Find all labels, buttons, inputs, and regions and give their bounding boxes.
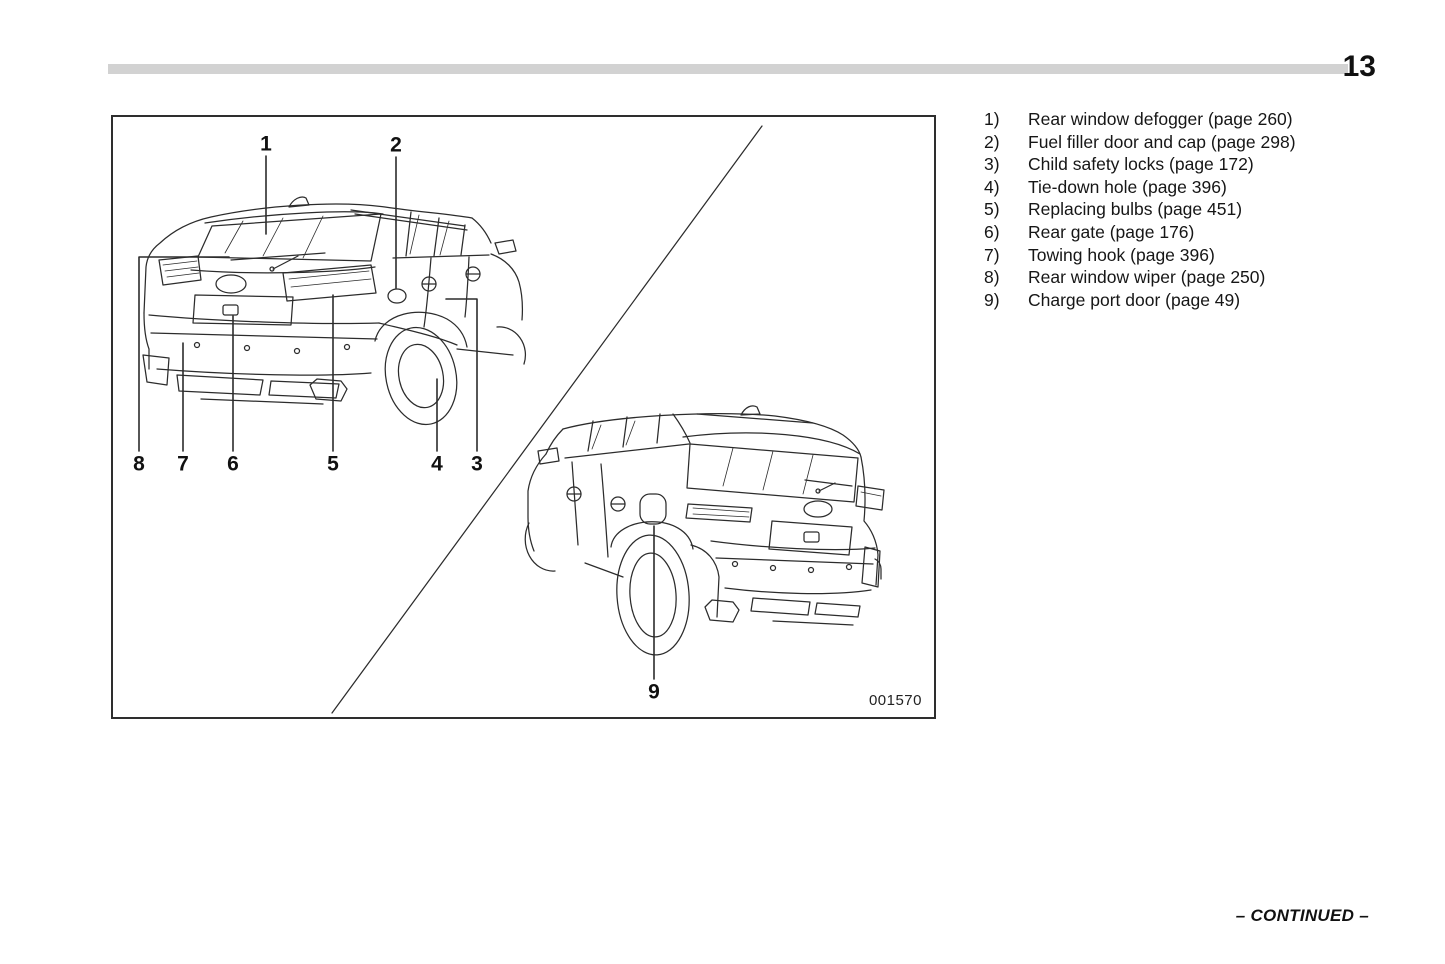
legend-item-text: Rear window defogger (page 260) [1028,109,1293,129]
legend-item-text: Rear gate (page 176) [1028,221,1195,242]
legend-item-text: Charge port door (page 49) [1028,289,1241,310]
legend-list [984,108,1404,311]
legend-item [984,198,1404,221]
legend-item-number: 8) [984,267,1000,288]
legend-item-number: 1) [984,109,1000,129]
vehicle-diagram [113,117,934,717]
callout-4: 4 [431,452,443,476]
callout-3: 3 [471,452,483,476]
legend-item-number: 7) [984,244,1000,265]
figure-id: 001570 [868,692,922,709]
legend-item-number: 9) [984,289,1000,310]
car-rear-left-drawing [143,197,525,431]
legend-item-text: Towing hook (page 396) [1028,244,1215,265]
legend-item-number: 6) [984,221,1000,242]
legend-item-text: Replacing bulbs (page 451) [1028,199,1243,220]
page-number: 13 [1342,50,1376,83]
header-rule [108,64,1348,74]
legend-item [984,176,1404,199]
legend-item-text: Tie-down hole (page 396) [1028,176,1227,197]
callout-5: 5 [327,452,339,476]
callout-7: 7 [177,452,189,476]
callout-leader-lines [139,156,654,679]
continued-label: – CONTINUED – [1235,906,1369,925]
legend-item [984,266,1404,289]
figure-box [111,115,936,719]
legend-item-number: 3) [984,154,1000,175]
legend-item [984,221,1404,244]
legend-item-text: Fuel filler door and cap (page 298) [1028,131,1296,152]
callout-2: 2 [390,133,402,157]
legend-item [984,108,1404,131]
legend-item-number: 2) [984,131,1000,152]
legend-item-number: 5) [984,199,1000,220]
legend-item-number: 4) [984,176,1000,197]
callout-8: 8 [133,452,145,476]
callout-9: 9 [648,680,660,704]
legend-item [984,131,1404,154]
callout-6: 6 [227,452,239,476]
legend-item [984,289,1404,312]
legend-item [984,244,1404,267]
callout-1: 1 [260,132,272,156]
legend-item [984,153,1404,176]
legend-item-text: Rear window wiper (page 250) [1028,267,1266,288]
legend-item-text: Child safety locks (page 172) [1028,154,1254,175]
car-rear-right-drawing [525,406,884,658]
